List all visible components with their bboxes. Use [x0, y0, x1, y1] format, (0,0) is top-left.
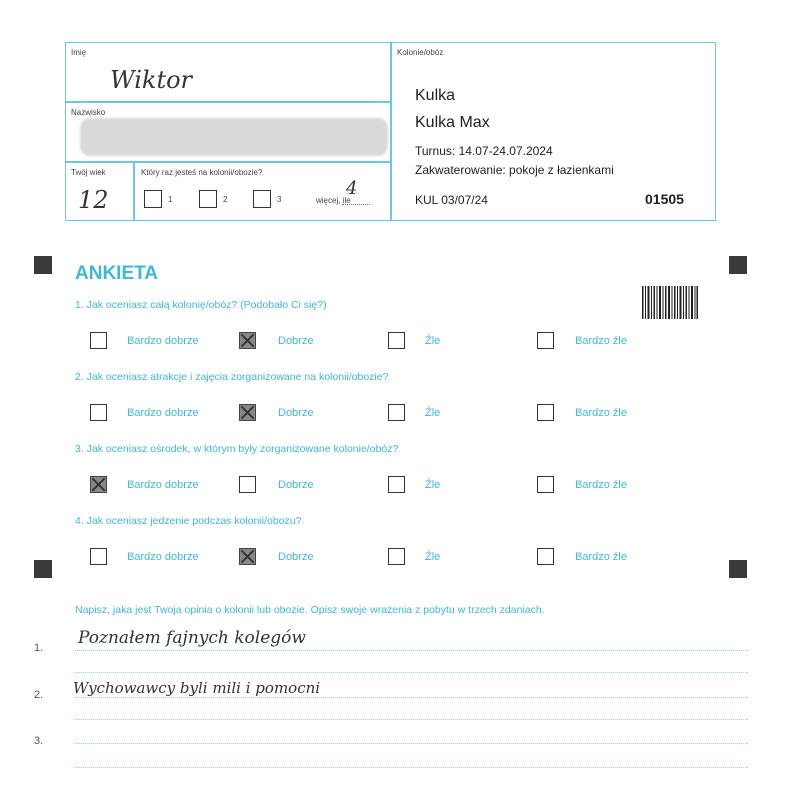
form-number: 01505 [645, 191, 684, 207]
question-2-option-4-checkbox[interactable] [537, 404, 554, 421]
registration-marker-top-right [729, 256, 747, 274]
header-divider-3 [133, 161, 135, 221]
registration-marker-bottom-right [729, 560, 747, 578]
question-4-option-3-label: Źle [425, 551, 441, 563]
camp-code: KUL 03/07/24 [415, 193, 488, 207]
question-3-option-3-label: Źle [425, 479, 441, 491]
wiek-value[interactable]: 12 [78, 186, 109, 214]
camp-name: Kulka [415, 87, 456, 104]
header-divider-vertical [390, 42, 392, 221]
question-3-option-2-checkbox[interactable] [239, 476, 256, 493]
times-label-2: 2 [223, 195, 228, 204]
question-4-option-1-label: Bardzo dobrze [127, 551, 199, 563]
zakwaterowanie: Zakwaterowanie: pokoje z łazienkami [415, 163, 614, 177]
question-4-option-2-checkbox[interactable] [239, 548, 256, 565]
question-3-option-3-checkbox[interactable] [388, 476, 405, 493]
opinion-line-num-2: 2. [34, 689, 44, 701]
opinion-line-num-3: 3. [34, 735, 44, 747]
question-1-option-4-checkbox[interactable] [537, 332, 554, 349]
question-4-option-3-checkbox[interactable] [388, 548, 405, 565]
question-4-option-4-label: Bardzo źle [575, 551, 627, 563]
question-1-option-1-checkbox[interactable] [90, 332, 107, 349]
question-1-option-2-label: Dobrze [278, 335, 314, 347]
question-4-option-1-checkbox[interactable] [90, 548, 107, 565]
question-2-option-4-label: Bardzo źle [575, 407, 627, 419]
question-4-option-2-label: Dobrze [278, 551, 314, 563]
opinion-line-2b [75, 719, 748, 720]
times-checkbox-1[interactable] [144, 190, 162, 208]
question-2-option-3-label: Źle [425, 407, 441, 419]
question-4-option-4-checkbox[interactable] [537, 548, 554, 565]
opinion-prompt: Napisz, jaka jest Twoja opinia o kolonii lub obozie. Opisz swoje wrażenia z pobytu w trzech zdaniach. [75, 604, 545, 616]
question-2-option-2-checkbox[interactable] [239, 404, 256, 421]
opinion-line-text-2[interactable]: Wychowawcy byli mili i pomocni [73, 679, 321, 697]
registration-marker-bottom-left [34, 560, 52, 578]
times-label-1: 1 [168, 195, 173, 204]
question-2-option-2-label: Dobrze [278, 407, 314, 419]
opinion-line-1 [75, 650, 748, 651]
camp-name-full: Kulka Max [415, 114, 490, 131]
wiek-label: Twój wiek [71, 168, 106, 177]
opinion-line-2 [75, 697, 748, 698]
barcode-icon [642, 286, 698, 319]
times-checkbox-3[interactable] [253, 190, 271, 208]
survey-title: ANKIETA [75, 263, 159, 284]
opinion-line-1b [75, 672, 748, 673]
question-3-option-4-label: Bardzo źle [575, 479, 627, 491]
question-2-option-3-checkbox[interactable] [388, 404, 405, 421]
wiecej-value[interactable]: 4 [346, 178, 358, 199]
kolonie-label: Kolonie/obóz [397, 48, 444, 57]
header-divider-1 [65, 101, 390, 103]
nazwisko-label: Nazwisko [71, 108, 106, 117]
question-4-text: 4. Jak oceniasz jedzenie podczas kolonii/obozu? [75, 515, 302, 527]
wiecej-label: więcej, ile [316, 196, 351, 205]
wiecej-underline [342, 204, 370, 205]
opinion-line-3b [75, 767, 748, 768]
opinion-line-text-1[interactable]: Poznałem fajnych kolegów [78, 628, 306, 648]
question-1-option-3-checkbox[interactable] [388, 332, 405, 349]
question-1-text: 1. Jak oceniasz całą kolonię/obóz? (Podobało Ci się?) [75, 299, 327, 311]
question-2-text: 2. Jak oceniasz atrakcje i zajęcia zorganizowane na kolonii/obozie? [75, 371, 389, 383]
times-checkbox-2[interactable] [199, 190, 217, 208]
times-label-3: 3 [277, 195, 282, 204]
question-3-option-1-checkbox[interactable] [90, 476, 107, 493]
question-3-option-4-checkbox[interactable] [537, 476, 554, 493]
question-3-option-1-label: Bardzo dobrze [127, 479, 199, 491]
opinion-line-3 [75, 743, 748, 744]
question-3-text: 3. Jak oceniasz ośrodek, w którym były zorganizowane kolonie/obóz? [75, 443, 399, 455]
opinion-line-num-1: 1. [34, 642, 44, 654]
question-2-option-1-label: Bardzo dobrze [127, 407, 199, 419]
header-divider-2 [65, 161, 390, 163]
question-1-option-2-checkbox[interactable] [239, 332, 256, 349]
question-2-option-1-checkbox[interactable] [90, 404, 107, 421]
nazwisko-redacted [80, 118, 388, 156]
question-1-option-3-label: Źle [425, 335, 441, 347]
ktory-raz-label: Który raz jesteś na kolonii/obozie? [141, 168, 263, 177]
question-3-option-2-label: Dobrze [278, 479, 314, 491]
imie-label: Imię [71, 48, 87, 57]
registration-marker-top-left [34, 256, 52, 274]
imie-value[interactable]: Wiktor [110, 66, 193, 94]
question-1-option-1-label: Bardzo dobrze [127, 335, 199, 347]
turnus: Turnus: 14.07-24.07.2024 [415, 144, 553, 158]
question-1-option-4-label: Bardzo źle [575, 335, 627, 347]
